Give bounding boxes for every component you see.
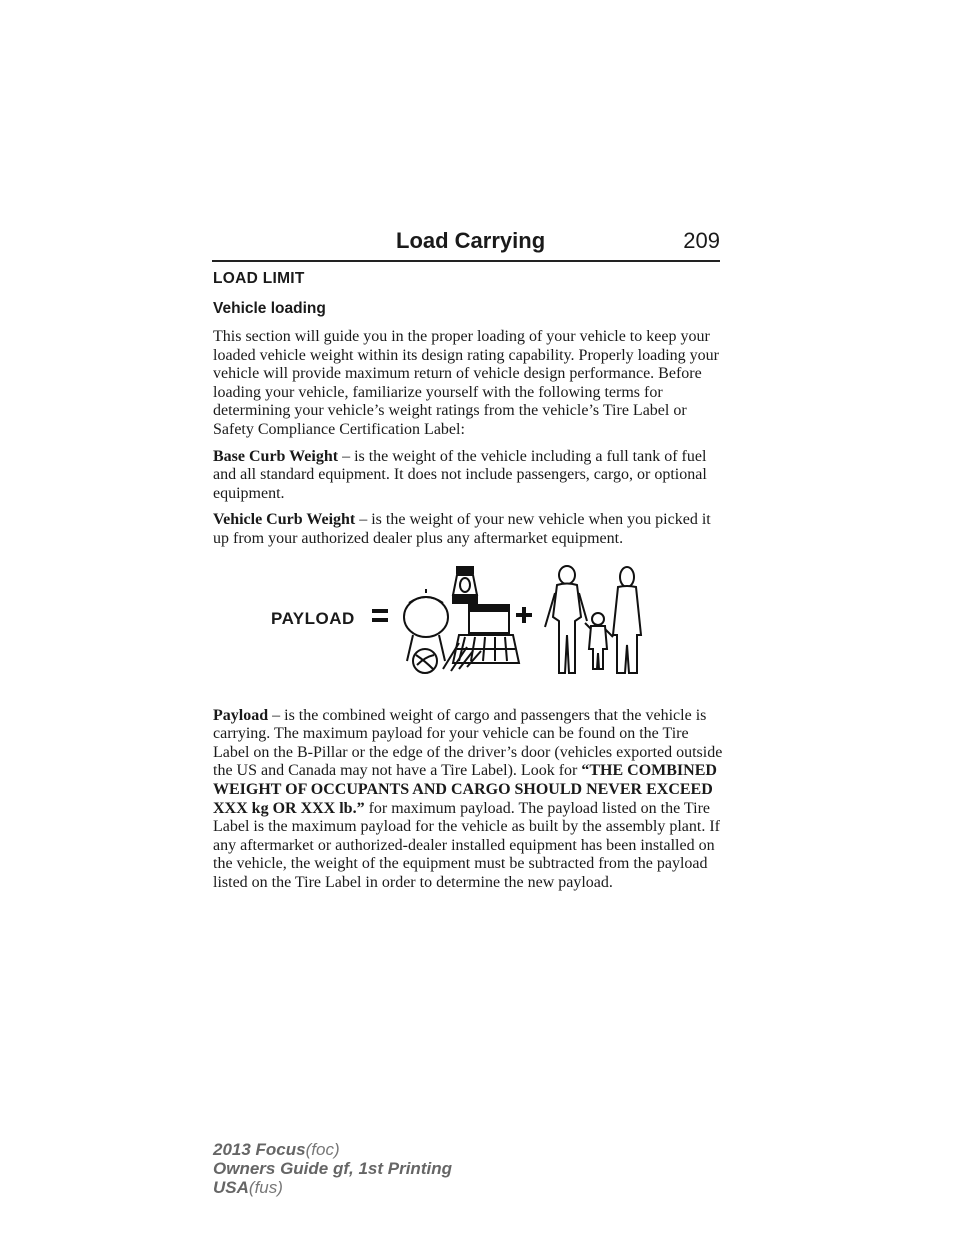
payload-term: Payload	[213, 706, 269, 724]
footer-model-code: (foc)	[305, 1140, 340, 1159]
footer-line-guide	[213, 1159, 452, 1178]
term-name: Vehicle Curb Weight	[213, 511, 356, 529]
page-footer	[213, 1140, 452, 1197]
section-title: LOAD LIMIT	[213, 270, 305, 287]
payload-label: PAYLOAD	[271, 608, 355, 628]
term-paragraph	[213, 511, 723, 548]
term-paragraph	[213, 448, 723, 504]
term-definition: – is the weight of the vehicle including a full tank of fuel and all standard equipment. It does not include passengers, cargo, or optional equipment.	[213, 447, 707, 502]
footer-guide: Owners Guide gf, 1st Printing	[213, 1159, 452, 1178]
footer-line-model	[213, 1140, 452, 1159]
payload-illustration	[213, 565, 723, 685]
footer-model: 2013 Focus	[213, 1140, 306, 1159]
payload-paragraph	[213, 707, 723, 893]
page-body	[213, 270, 723, 900]
chapter-title: Load Carrying	[396, 228, 546, 253]
term-name: Base Curb Weight	[213, 447, 339, 465]
passengers-icon	[545, 566, 641, 673]
payload-text-after: for maximum payload. The payload listed on the Tire Label is the maximum payload for the vehicle as built by the assembly plant. If any aftermarket or authorized-dealer installed equipment has been installed on the vehicle, the weight of the equipment must be subtracted from the payload listed on the Tire Label in order to determine the new payload.	[213, 799, 720, 891]
page-number: 209	[683, 228, 720, 253]
footer-market: USA	[213, 1178, 249, 1197]
footer-line-market	[213, 1178, 452, 1197]
payload-text-before: – is the combined weight of cargo and passengers that the vehicle is carrying. The maximum payload for your vehicle can be found on the Tire Label on the B-Pillar or the edge of the driver’s door (vehicles exported outside the US and Canada may not have a Tire Label). Look for	[213, 706, 723, 780]
cargo-icon	[404, 567, 519, 673]
plus-icon	[516, 607, 532, 623]
page-header	[212, 226, 720, 262]
equals-icon	[372, 609, 388, 622]
term-definition: – is the weight of your new vehicle when you picked it up from your authorized dealer plus any aftermarket equipment.	[213, 511, 711, 547]
intro-paragraph: This section will guide you in the proper loading of your vehicle to keep your loaded vehicle weight within its design rating capability. Properly loading your vehicle will provide maximum return of vehicle design performance. Before loading your vehicle, familiarize yourself with the following terms for determining your vehicle’s weight ratings from the vehicle’s Tire Label or Safety Compliance Certification Label:	[213, 328, 719, 438]
footer-market-code: (fus)	[248, 1178, 283, 1197]
payload-quote: “THE COMBINED WEIGHT OF OCCUPANTS AND CARGO SHOULD NEVER EXCEED XXX kg OR XXX lb.”	[213, 762, 717, 817]
subsection-title: Vehicle loading	[213, 300, 326, 317]
